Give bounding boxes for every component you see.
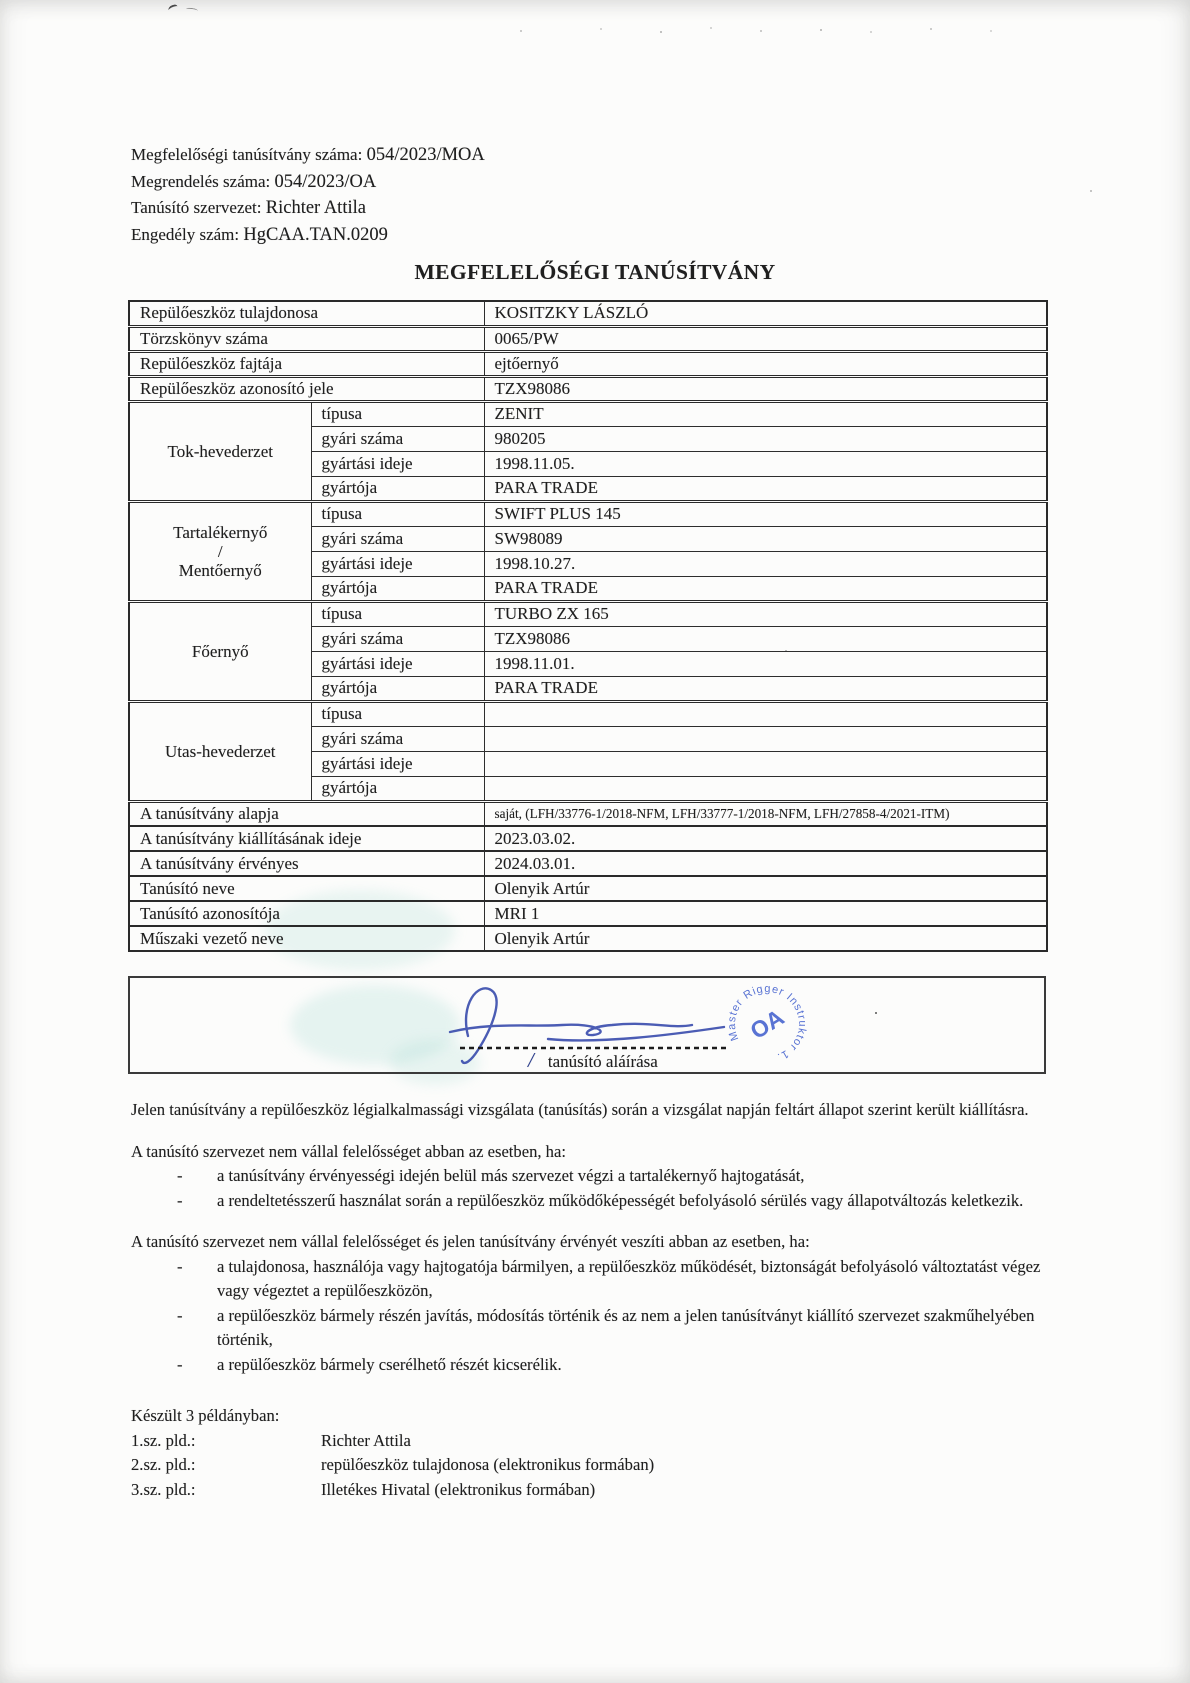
table-row bbox=[129, 826, 1047, 851]
table-value-cell: 0065/PW bbox=[484, 326, 1047, 351]
table-sublabel-cell: gyári száma bbox=[311, 726, 484, 751]
clause-item: - a repülőeszköz bármely részén javítás, módosítás történik és az nem a jelen tanúsítványt kiállító szervezet szakműhelyében történik, bbox=[177, 1305, 1035, 1349]
table-label-cell: Tanúsító azonosítója bbox=[129, 901, 484, 926]
table-row bbox=[129, 376, 1047, 401]
table-sublabel-cell: gyári száma bbox=[311, 426, 484, 451]
group-label-cell bbox=[129, 601, 311, 701]
table-value-cell bbox=[484, 701, 1047, 726]
table-value-cell: 1998.10.27. bbox=[484, 551, 1047, 576]
issuance-statement: Jelen tanúsítvány a repülőeszköz légialkalmassági vizsgálata (tanúsítás) során a vizsgálat napján feltárt állapot szerint került kiállításra. bbox=[131, 1100, 1029, 1119]
table-value-cell: 980205 bbox=[484, 426, 1047, 451]
certifier-stamp bbox=[710, 978, 823, 1072]
table-value-cell: PARA TRADE bbox=[484, 476, 1047, 501]
table-value-cell: TZX98086 bbox=[484, 626, 1047, 651]
table-row bbox=[129, 401, 1047, 426]
group-label-line: Mentőernyő bbox=[178, 560, 262, 580]
copies-distribution-block bbox=[131, 1404, 1053, 1502]
group-label-line: Főernyő bbox=[191, 641, 249, 661]
table-sublabel-cell: típusa bbox=[311, 601, 484, 626]
table-label-cell: Repülőeszköz azonosító jele bbox=[129, 376, 484, 401]
table-sublabel-cell: gyártási ideje bbox=[311, 451, 484, 476]
permit-number-line: Engedély szám: HgCAA.TAN.0209 bbox=[131, 224, 388, 245]
table-row bbox=[129, 876, 1047, 901]
stamp-center-text: OA bbox=[745, 1003, 789, 1045]
copies-heading: Készült 3 példányban: bbox=[131, 1406, 280, 1425]
table-value-cell: Olenyik Artúr bbox=[484, 926, 1047, 951]
certifier-signature-label: / tanúsító aláírása bbox=[528, 1048, 658, 1072]
liability-clause-1 bbox=[131, 1140, 1053, 1214]
group-label-cell bbox=[129, 501, 311, 601]
table-value-cell: TURBO ZX 165 bbox=[484, 601, 1047, 626]
table-value-cell: saját, (LFH/33776-1/2018-NFM, LFH/33777-1/2018-NFM, LFH/27858-4/2021-ITM) bbox=[484, 801, 1047, 826]
copy-recipient-row: 3.sz. pld.: Illetékes Hivatal (elektronikus formában) bbox=[131, 1479, 596, 1499]
pen-scribble-mark bbox=[186, 7, 198, 13]
table-label-cell: Repülőeszköz fajtája bbox=[129, 351, 484, 376]
clause-heading: A tanúsító szervezet nem vállal felelősséget és jelen tanúsítvány érvényét veszíti abban az esetben, ha: bbox=[131, 1232, 810, 1251]
table-row bbox=[129, 801, 1047, 826]
table-value-cell: 1998.11.05. bbox=[484, 451, 1047, 476]
certificate-table bbox=[128, 300, 1048, 952]
table-sublabel-cell: gyártója bbox=[311, 576, 484, 601]
clause-item: - a tulajdonosa, használója vagy hajtogatója bármilyen, a repülőeszköz működését, biztonságát befolyásoló változtatást végez vagy végeztet a repülőeszközön, bbox=[177, 1256, 1041, 1300]
table-value-cell: 1998.11.01. bbox=[484, 651, 1047, 676]
certificate-number-line: Megfelelőségi tanúsítvány száma: 054/2023/MOA bbox=[131, 145, 485, 165]
table-row bbox=[129, 926, 1047, 951]
table-row bbox=[129, 326, 1047, 351]
table-value-cell: PARA TRADE bbox=[484, 576, 1047, 601]
table-row bbox=[129, 701, 1047, 726]
table-sublabel-cell: gyártási ideje bbox=[311, 551, 484, 576]
table-sublabel-cell: típusa bbox=[311, 701, 484, 726]
group-label-cell bbox=[129, 401, 311, 501]
certifier-org-line: Tanúsító szervezet: Richter Attila bbox=[131, 198, 366, 218]
table-value-cell bbox=[484, 726, 1047, 751]
table-value-cell: KOSITZKY LÁSZLÓ bbox=[484, 301, 1047, 326]
table-row bbox=[129, 301, 1047, 326]
scan-noise-dots bbox=[0, 0, 2, 2]
table-row bbox=[129, 351, 1047, 376]
table-value-cell: Olenyik Artúr bbox=[484, 876, 1047, 901]
table-sublabel-cell: típusa bbox=[311, 401, 484, 426]
table-sublabel-cell: gyári száma bbox=[311, 526, 484, 551]
table-value-cell bbox=[484, 776, 1047, 801]
table-row bbox=[129, 901, 1047, 926]
table-row bbox=[129, 601, 1047, 626]
document-title: MEGFELELŐSÉGI TANÚSÍTVÁNY bbox=[414, 260, 776, 284]
table-sublabel-cell: típusa bbox=[311, 501, 484, 526]
table-value-cell: MRI 1 bbox=[484, 901, 1047, 926]
table-label-cell: Műszaki vezető neve bbox=[129, 926, 484, 951]
table-sublabel-cell: gyártója bbox=[311, 676, 484, 701]
clause-heading: A tanúsító szervezet nem vállal felelősséget abban az esetben, ha: bbox=[131, 1141, 566, 1161]
table-label-cell: Repülőeszköz tulajdonosa bbox=[129, 301, 484, 326]
pen-scribble-mark bbox=[167, 4, 179, 14]
table-value-cell: TZX98086 bbox=[484, 376, 1047, 401]
copy-recipient-row: 1.sz. pld.: Richter Attila bbox=[131, 1430, 411, 1450]
table-sublabel-cell: gyártója bbox=[311, 476, 484, 501]
table-row bbox=[129, 501, 1047, 526]
clause-item: - a tanúsítvány érvényességi idején belül más szervezet végzi a tartalékernyő hajtogatását, bbox=[177, 1166, 805, 1185]
group-label-line: Utas-hevederzet bbox=[165, 741, 276, 761]
copy-recipient-row: 2.sz. pld.: repülőeszköz tulajdonosa (elektronikus formában) bbox=[131, 1455, 655, 1474]
legal-text-section bbox=[131, 1098, 1053, 1502]
table-value-cell: 2023.03.02. bbox=[484, 826, 1047, 851]
table-sublabel-cell: gyártója bbox=[311, 776, 484, 801]
pen-tick-mark: / bbox=[528, 1048, 534, 1072]
table-label-cell: A tanúsítvány alapja bbox=[129, 801, 484, 826]
table-value-cell: ZENIT bbox=[484, 401, 1047, 426]
table-sublabel-cell: gyártási ideje bbox=[311, 651, 484, 676]
table-value-cell bbox=[484, 751, 1047, 776]
table-value-cell: 2024.03.01. bbox=[484, 851, 1047, 876]
table-label-cell: A tanúsítvány érvényes bbox=[129, 851, 484, 876]
table-label-cell: Tanúsító neve bbox=[129, 876, 484, 901]
liability-clause-2 bbox=[131, 1230, 1053, 1377]
group-label-cell bbox=[129, 701, 311, 801]
stamp-ring-text: Master Rigger Instruktor 1. bbox=[725, 982, 809, 1064]
table-value-cell: PARA TRADE bbox=[484, 676, 1047, 701]
signature-box bbox=[128, 976, 1046, 1074]
table-row bbox=[129, 851, 1047, 876]
table-sublabel-cell: gyártási ideje bbox=[311, 751, 484, 776]
order-number-line: Megrendelés száma: 054/2023/OA bbox=[131, 171, 377, 192]
group-label-line: Tartalékernyő bbox=[173, 522, 268, 542]
table-value-cell: ejtőernyő bbox=[484, 351, 1047, 376]
table-label-cell: Törzskönyv száma bbox=[129, 326, 484, 351]
table-sublabel-cell: gyári száma bbox=[311, 626, 484, 651]
table-value-cell: SWIFT PLUS 145 bbox=[484, 501, 1047, 526]
clause-item: - a rendeltetésszerű használat során a repülőeszköz működőképességét befolyásoló sérülés vagy állapotváltozás keletkezik. bbox=[177, 1190, 1024, 1210]
table-label-cell: A tanúsítvány kiállításának ideje bbox=[129, 826, 484, 851]
table-value-cell: SW98089 bbox=[484, 526, 1047, 551]
group-label-line: / bbox=[217, 541, 223, 561]
clause-item: - a repülőeszköz bármely cserélhető részét kicserélik. bbox=[177, 1354, 562, 1374]
group-label-line: Tok-hevederzet bbox=[167, 441, 273, 461]
header-reference-block bbox=[131, 142, 485, 248]
